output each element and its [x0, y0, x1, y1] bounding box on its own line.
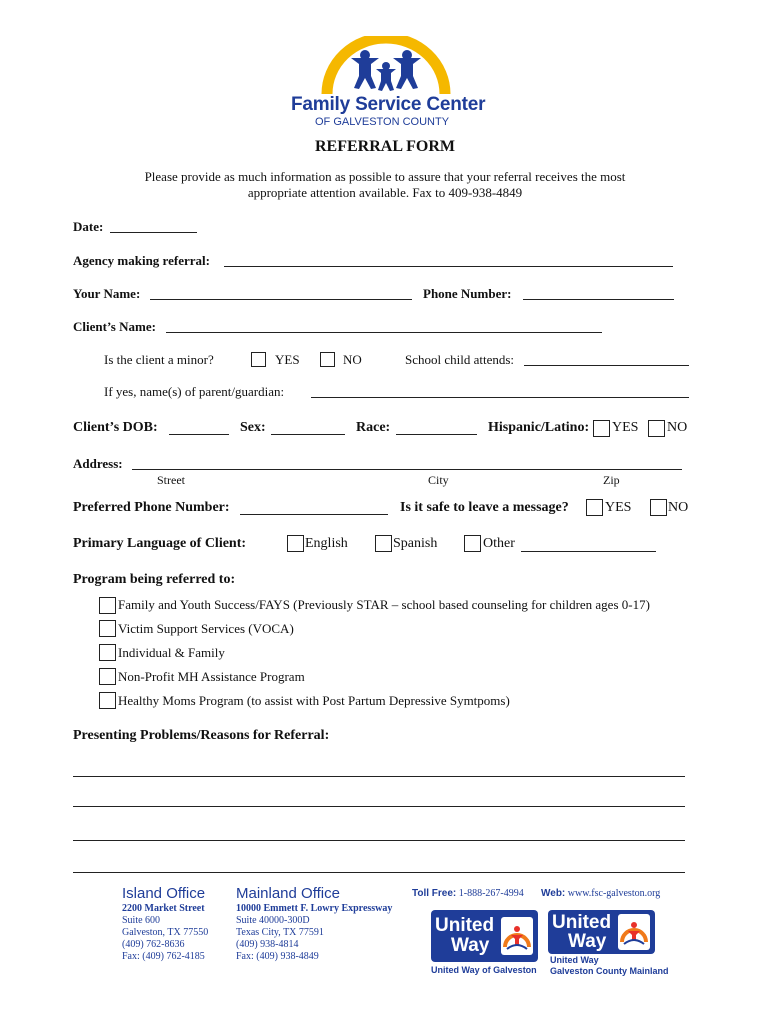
mainland-phone: (409) 938-4814 [236, 939, 299, 950]
web-label: Web: [541, 888, 566, 899]
zip-caption: Zip [603, 473, 620, 487]
hispanic-label: Hispanic/Latino: [488, 420, 590, 435]
preferred-phone-field[interactable] [240, 514, 388, 515]
english-checkbox[interactable] [287, 535, 304, 552]
toll-free-label: Toll Free: [412, 888, 457, 899]
program-checkbox[interactable] [99, 597, 116, 614]
island-office-heading: Island Office [122, 885, 206, 902]
agency-field[interactable] [224, 266, 673, 267]
web-url[interactable]: www.fsc-galveston.org [567, 888, 661, 899]
hispanic-no-checkbox[interactable] [648, 420, 665, 437]
other-language-field[interactable] [521, 551, 656, 552]
hispanic-yes-checkbox[interactable] [593, 420, 610, 437]
program-label: Victim Support Services (VOCA) [118, 621, 294, 636]
uw1-caption: United Way of Galveston [431, 965, 537, 975]
dob-label: Client’s DOB: [73, 420, 158, 435]
intro-line-2: appropriate attention available. Fax to 409-938-4849 [247, 185, 523, 200]
united-way-mainland-logo [548, 910, 655, 954]
other-label: Other [483, 536, 515, 551]
intro-line-1: Please provide as much information as possible to assure that your referral receives the most [144, 169, 626, 184]
school-label: School child attends: [405, 352, 515, 367]
island-fax: Fax: (409) 762-4185 [122, 951, 205, 962]
form-title: REFERRAL FORM [315, 138, 455, 155]
logo-title: Family Service Center [291, 94, 486, 115]
uw1-line1: United [435, 915, 495, 936]
problems-line[interactable] [73, 806, 685, 807]
hispanic-yes-label: YES [612, 420, 639, 435]
phone-field[interactable] [523, 299, 674, 300]
united-way-galveston-logo [431, 910, 538, 962]
logo-subtitle: OF GALVESTON COUNTY [315, 116, 450, 128]
dob-field[interactable] [169, 434, 229, 435]
program-checkbox[interactable] [99, 620, 116, 637]
mainland-office-heading: Mainland Office [236, 885, 340, 902]
program-label: Family and Youth Success/FAYS (Previously STAR – school based counseling for children ages 0-17) [118, 597, 650, 612]
safe-no-checkbox[interactable] [650, 499, 667, 516]
address-field[interactable] [132, 469, 682, 470]
problems-line[interactable] [73, 872, 685, 873]
problems-line[interactable] [73, 776, 685, 777]
program-label: Non-Profit MH Assistance Program [118, 669, 305, 684]
hispanic-no-label: NO [667, 420, 688, 435]
program-label: Individual & Family [118, 645, 225, 660]
agency-label: Agency making referral: [73, 253, 210, 268]
uw2-line2: Way [568, 931, 607, 952]
minor-no-label: NO [343, 352, 362, 367]
program-checkbox[interactable] [99, 692, 116, 709]
address-label: Address: [73, 456, 123, 471]
language-label: Primary Language of Client: [73, 536, 247, 551]
your-name-label: Your Name: [73, 286, 141, 301]
english-label: English [305, 536, 348, 551]
safe-no-label: NO [668, 500, 689, 515]
uw2-emblem-icon [618, 914, 650, 950]
spanish-label: Spanish [393, 536, 438, 551]
race-field[interactable] [396, 434, 477, 435]
uw1-emblem-icon [501, 917, 533, 955]
logo [285, 36, 485, 132]
toll-free [412, 888, 524, 899]
island-street: 2200 Market Street [122, 903, 205, 914]
problems-heading: Presenting Problems/Reasons for Referral: [73, 728, 330, 743]
minor-no-checkbox[interactable] [320, 352, 335, 367]
uw2-caption-2: Galveston County Mainland [550, 966, 669, 976]
program-checkbox[interactable] [99, 668, 116, 685]
client-name-field[interactable] [166, 332, 602, 333]
safe-message-label: Is it safe to leave a message? [400, 500, 569, 515]
family-logo-icon [321, 36, 451, 98]
other-checkbox[interactable] [464, 535, 481, 552]
mainland-city: Texas City, TX 77591 [236, 927, 324, 938]
safe-yes-label: YES [605, 500, 632, 515]
uw1-line2: Way [451, 935, 490, 956]
school-field[interactable] [524, 365, 689, 366]
toll-free-number: 1-888-267-4994 [458, 888, 524, 899]
your-name-field[interactable] [150, 299, 412, 300]
program-heading: Program being referred to: [73, 572, 236, 587]
minor-yes-label: YES [275, 352, 300, 367]
mainland-suite: Suite 40000-300D [236, 915, 310, 926]
guardian-field[interactable] [311, 397, 689, 398]
preferred-phone-label: Preferred Phone Number: [73, 500, 230, 515]
program-label: Healthy Moms Program (to assist with Post Partum Depressive Symtpoms) [118, 693, 510, 708]
minor-yes-checkbox[interactable] [251, 352, 266, 367]
mainland-street: 10000 Emmett F. Lowry Expressway [236, 903, 393, 914]
mainland-fax: Fax: (409) 938-4849 [236, 951, 319, 962]
client-name-label: Client’s Name: [73, 319, 156, 334]
island-city: Galveston, TX 77550 [122, 927, 209, 938]
street-caption: Street [157, 473, 185, 487]
web [541, 888, 660, 899]
minor-question: Is the client a minor? [104, 352, 214, 367]
safe-yes-checkbox[interactable] [586, 499, 603, 516]
program-checkbox[interactable] [99, 644, 116, 661]
sex-label: Sex: [240, 420, 266, 435]
uw2-line1: United [552, 912, 612, 933]
island-suite: Suite 600 [122, 915, 161, 926]
island-phone: (409) 762-8636 [122, 939, 185, 950]
phone-label: Phone Number: [423, 286, 512, 301]
city-caption: City [428, 473, 449, 487]
date-field[interactable] [110, 232, 197, 233]
uw2-caption-1: United Way [550, 955, 599, 965]
sex-field[interactable] [271, 434, 345, 435]
problems-line[interactable] [73, 840, 685, 841]
guardian-label: If yes, name(s) of parent/guardian: [104, 384, 285, 399]
spanish-checkbox[interactable] [375, 535, 392, 552]
race-label: Race: [356, 420, 391, 435]
date-label: Date: [73, 219, 104, 234]
